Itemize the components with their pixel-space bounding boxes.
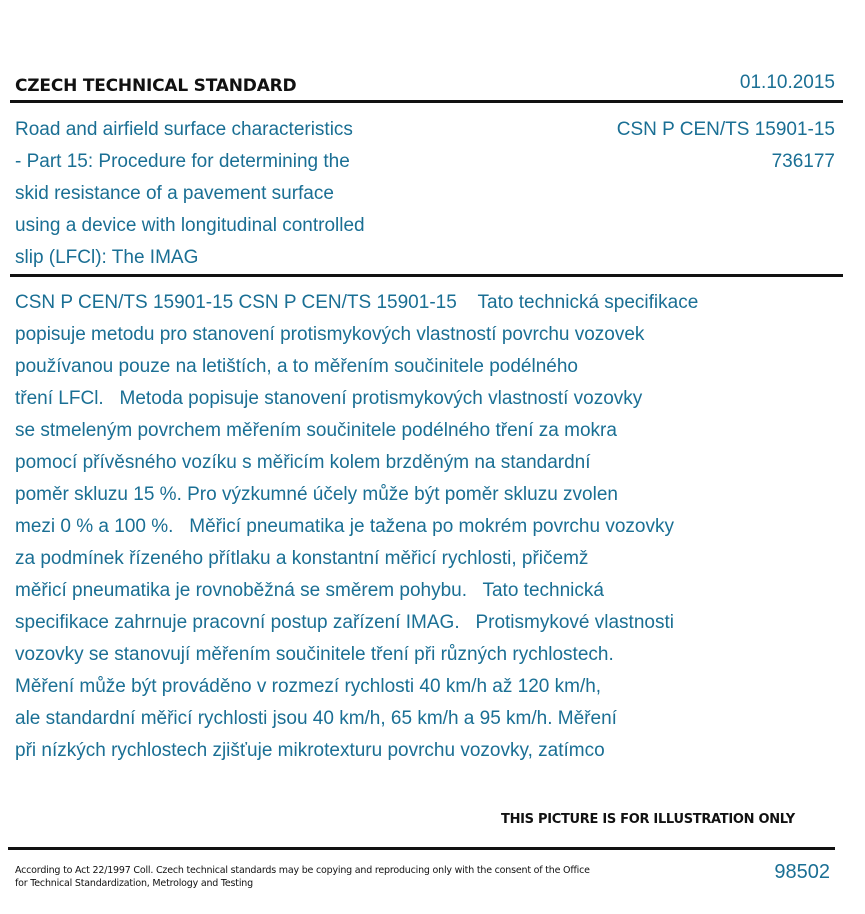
copyright-notice <box>15 864 595 890</box>
abstract-line: Měření může být prováděno v rozmezí rychlosti 40 km/h až 120 km/h, <box>15 676 602 697</box>
abstract-line: vozovky se stanovují měřením součinitele tření při různých rychlostech. <box>15 644 614 665</box>
abstract-line: specifikace zahrnuje pracovní postup zařízení IMAG. Protismykové vlastnosti <box>15 612 674 633</box>
title-line: skid resistance of a pavement surface <box>15 183 334 204</box>
title-divider <box>10 274 843 277</box>
abstract-line: ale standardní měřicí rychlosti jsou 40 km/h, 65 km/h a 95 km/h. Měření <box>15 708 617 729</box>
abstract-line: tření LFCl. Metoda popisuje stanovení protismykových vlastností vozovky <box>15 388 643 409</box>
document-title <box>15 114 435 274</box>
abstract-line: měřicí pneumatika je rovnoběžná se směrem pohybu. Tato technická <box>15 580 604 601</box>
abstract-text <box>15 287 845 767</box>
footer-divider <box>8 847 835 850</box>
publication-date: 01.10.2015 <box>739 72 835 93</box>
abstract-line: CSN P CEN/TS 15901-15 CSN P CEN/TS 15901-15 Tato technická specifikace <box>15 292 699 313</box>
abstract-line: mezi 0 % a 100 %. Měřicí pneumatika je tažena po mokrém povrchu vozovky <box>15 516 674 537</box>
abstract-line: popisuje metodu pro stanovení protismykových vlastností povrchu vozovek <box>15 324 645 345</box>
standard-heading: CZECH TECHNICAL STANDARD <box>15 76 297 96</box>
title-line: slip (LFCl): The IMAG <box>15 247 199 268</box>
abstract-line: při nízkých rychlostech zjišťuje mikrotexturu povrchu vozovky, zatímco <box>15 740 605 761</box>
abstract-line: se stmeleným povrchem měřením součinitele podélného tření za mokra <box>15 420 617 441</box>
abstract-line: poměr skluzu 15 %. Pro výzkumné účely může být poměr skluzu zvolen <box>15 484 618 505</box>
footer-number: 98502 <box>774 861 830 883</box>
copyright-line: for Technical Standardization, Metrology and Testing <box>15 878 253 889</box>
illustration-disclaimer: THIS PICTURE IS FOR ILLUSTRATION ONLY <box>501 812 795 827</box>
abstract-line: za podmínek řízeného přítlaku a konstantní měřicí rychlosti, přičemž <box>15 548 589 569</box>
copyright-line: According to Act 22/1997 Coll. Czech technical standards may be copying and reproducing only with the consent of the Office <box>15 865 590 876</box>
standard-identifiers <box>617 114 835 178</box>
catalog-number: 736177 <box>771 151 835 172</box>
title-line: using a device with longitudinal controlled <box>15 215 365 236</box>
header-divider <box>10 100 843 103</box>
abstract-line: používanou pouze na letištích, a to měřením součinitele podélného <box>15 356 578 377</box>
abstract-line: pomocí přívěsného vozíku s měřicím kolem brzděným na standardní <box>15 452 591 473</box>
title-line: - Part 15: Procedure for determining the <box>15 151 350 172</box>
title-line: Road and airfield surface characteristics <box>15 119 353 140</box>
standard-code: CSN P CEN/TS 15901-15 <box>616 119 835 140</box>
